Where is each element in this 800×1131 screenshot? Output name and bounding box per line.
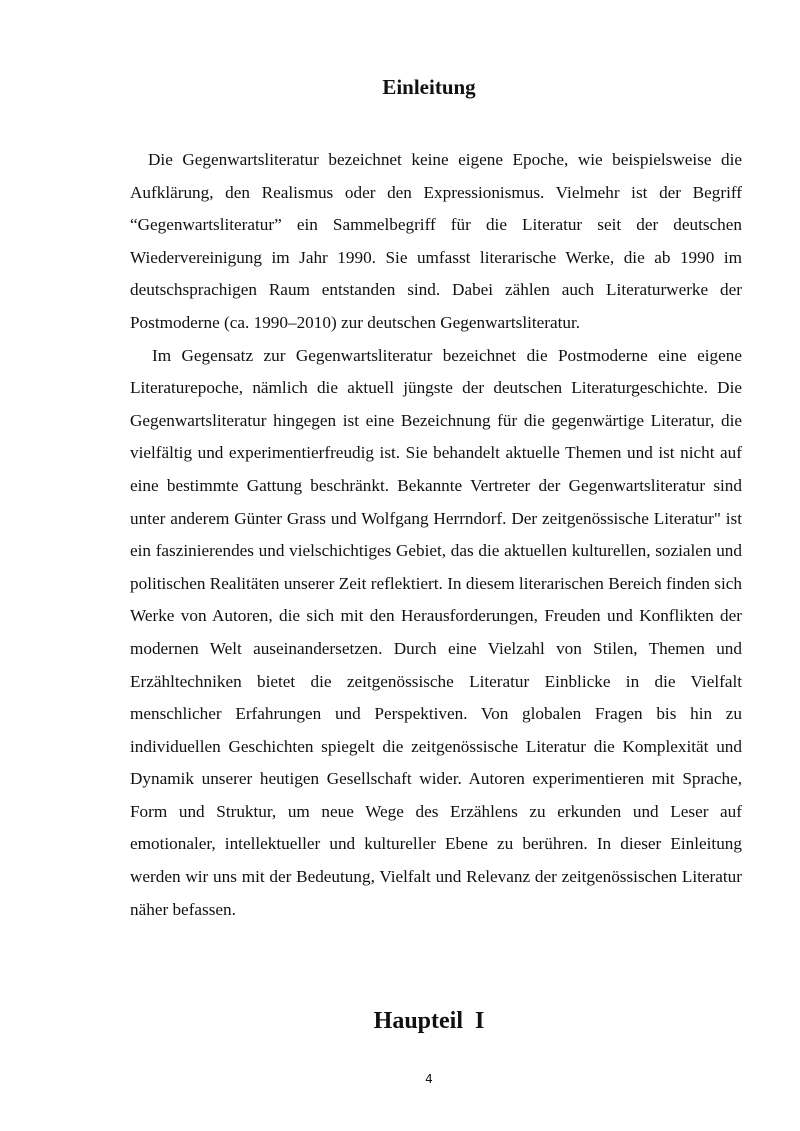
paragraph-main: Im Gegensatz zur Gegenwartsliteratur bezeichnet die Postmoderne eine eigene Literaturepoche, nämlich die aktuell jüngste der deutschen Literaturgeschichte. Die Gegenwartsliteratur hingegen ist eine Bezeichnung für die gegenwärtige Literatur, die vielfältig und experimentierfreudig ist. Sie behandelt aktuelle Themen und ist nicht auf eine bestimmte Gattung beschränkt. Bekannte Vertreter der Gegenwartsliteratur sind unter anderem Günter Grass und Wolfgang Herrndorf. Der zeitgenössische Literatur" ist ein faszinierendes und vielschichtiges Gebiet, das die aktuellen kulturellen, sozialen und politischen Realitäten unserer Zeit reflektiert. In diesem literarischen Bereich finden sich Werke von Autoren, die sich mit den Herausforderungen, Freuden und Konflikten der modernen Welt auseinandersetzen. Durch eine Vielzahl von Stilen, Themen und Erzähltechniken bietet die zeitgenössische Literatur Einblicke in die Vielfalt menschlicher Erfahrungen und Perspektiven. Von globalen Fragen bis hin zu individuellen Geschichten spiegelt die zeitgenössische Literatur die Komplexität und Dynamik unserer heutigen Gesellschaft wider. Autoren experimentieren mit Sprache, Form und Struktur, um neue Wege des Erzählens zu erkunden und Leser auf emotionaler, intellektueller und kultureller Ebene zu berühren. In dieser Einleitung werden wir uns mit der Bedeutung, Vielfalt und Relevanz der zeitgenössischen Literatur näher befassen. <box>130 345 742 919</box>
paragraph-intro: Die Gegenwartsliteratur bezeichnet keine eigene Epoche, wie beispielsweise die Aufklärung, den Realismus oder den Expressionismus. Vielmehr ist der Begriff “Gegenwartsliteratur” ein Sammelbegriff für die Literatur seit der deutschen Wiedervereinigung im Jahr 1990. Sie umfasst literarische Werke, die ab 1990 im deutschsprachigen Raum entstanden sind. Dabei zählen auch Literaturwerke der Postmoderne (ca. 1990–2010) zur deutschen Gegenwartsliteratur. <box>130 150 742 332</box>
body-text <box>130 144 742 926</box>
chapter-heading: Haupteil I <box>373 1008 485 1034</box>
section-title: Einleitung <box>382 75 476 99</box>
page-number: 4 <box>425 1072 433 1086</box>
